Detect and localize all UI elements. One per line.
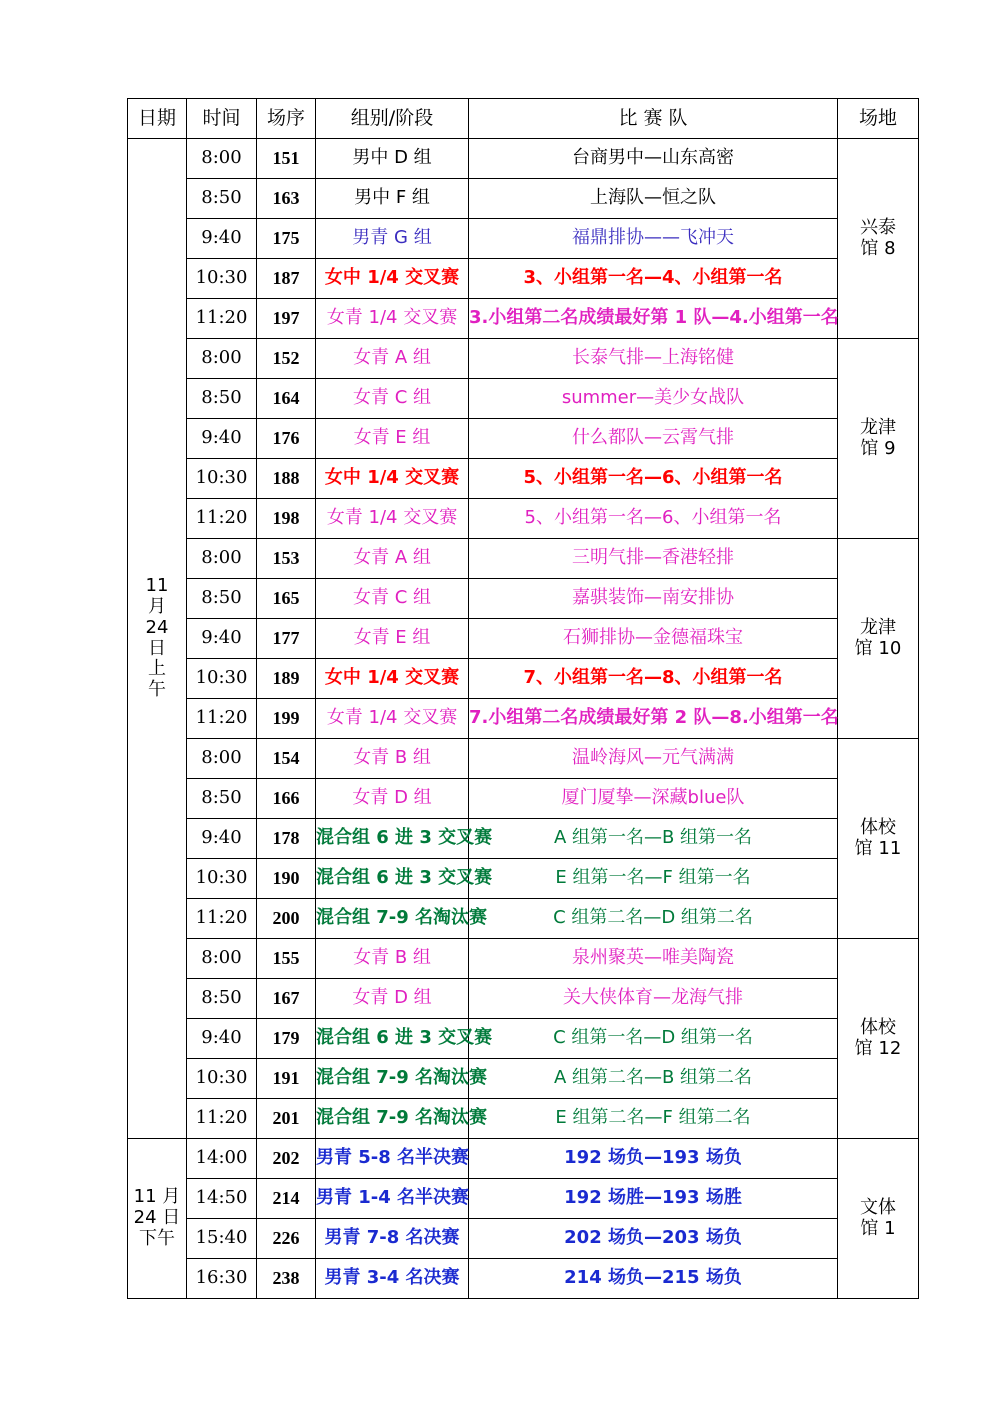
time-cell: 9:40 [187, 819, 257, 859]
venue-line: 龙津 [860, 616, 896, 638]
group-cell: 混合组 6 进 3 交叉赛 [316, 1019, 469, 1059]
venue-cell [838, 739, 919, 939]
teams-cell: 什么都队—云霄气排 [469, 419, 838, 459]
table-row [128, 299, 919, 339]
date-am-line: 午 [148, 678, 166, 700]
time-cell: 8:50 [187, 379, 257, 419]
time-cell: 11:20 [187, 899, 257, 939]
venue-line: 体校 [860, 816, 896, 838]
seq-cell: 188 [257, 459, 316, 499]
date-am-line: 日 [148, 637, 166, 659]
group-cell: 女青 1/4 交叉赛 [316, 299, 469, 339]
group-cell: 男青 1-4 名半决赛 [316, 1179, 469, 1219]
table-row [128, 899, 919, 939]
seq-cell: 164 [257, 379, 316, 419]
table-row [128, 339, 919, 379]
group-cell: 女青 B 组 [316, 939, 469, 979]
teams-cell: 192 场负—193 场负 [469, 1139, 838, 1179]
date-pm-line: 24 日 [133, 1207, 181, 1229]
venue-line: 馆 8 [860, 237, 896, 259]
venue-line: 馆 1 [860, 1217, 896, 1239]
teams-cell: summer—美少女战队 [469, 379, 838, 419]
time-cell: 10:30 [187, 1059, 257, 1099]
time-cell: 9:40 [187, 619, 257, 659]
teams-cell: 5、小组第一名—6、小组第一名 [469, 459, 838, 499]
venue-line: 馆 11 [854, 837, 902, 859]
teams-cell: 泉州聚英—唯美陶瓷 [469, 939, 838, 979]
teams-cell: 福鼎排协——飞冲天 [469, 219, 838, 259]
teams-cell: 214 场负—215 场负 [469, 1259, 838, 1299]
teams-cell: 台商男中—山东高密 [469, 139, 838, 179]
date-cell-am [128, 139, 187, 1139]
time-cell: 10:30 [187, 459, 257, 499]
table-row [128, 1259, 919, 1299]
group-cell: 女青 1/4 交叉赛 [316, 499, 469, 539]
group-cell: 混合组 6 进 3 交叉赛 [316, 859, 469, 899]
header-teams: 比 赛 队 [469, 99, 838, 139]
date-am-line: 11 [145, 575, 169, 597]
group-cell: 男中 F 组 [316, 179, 469, 219]
table-row [128, 499, 919, 539]
teams-cell: 温岭海风—元气满满 [469, 739, 838, 779]
seq-cell: 198 [257, 499, 316, 539]
group-cell: 女青 E 组 [316, 419, 469, 459]
seq-cell: 226 [257, 1219, 316, 1259]
group-cell: 混合组 7-9 名淘汰赛 [316, 1059, 469, 1099]
group-cell: 女青 1/4 交叉赛 [316, 699, 469, 739]
seq-cell: 152 [257, 339, 316, 379]
seq-cell: 189 [257, 659, 316, 699]
venue-line: 兴泰 [860, 216, 896, 238]
table-row [128, 859, 919, 899]
group-cell: 女青 D 组 [316, 779, 469, 819]
teams-cell: A 组第二名—B 组第二名 [469, 1059, 838, 1099]
table-row [128, 1019, 919, 1059]
venue-line: 馆 10 [854, 637, 902, 659]
seq-cell: 191 [257, 1059, 316, 1099]
time-cell: 8:00 [187, 339, 257, 379]
table-row [128, 619, 919, 659]
venue-cell [838, 1139, 919, 1299]
teams-cell: 三明气排—香港轻排 [469, 539, 838, 579]
venue-cell [838, 339, 919, 539]
seq-cell: 202 [257, 1139, 316, 1179]
group-cell: 女青 C 组 [316, 379, 469, 419]
header-venue: 场地 [838, 99, 919, 139]
table-row [128, 179, 919, 219]
date-am-line: 24 [145, 616, 169, 638]
time-cell: 8:00 [187, 939, 257, 979]
group-cell: 女青 C 组 [316, 579, 469, 619]
seq-cell: 201 [257, 1099, 316, 1139]
teams-cell: E 组第一名—F 组第一名 [469, 859, 838, 899]
time-cell: 8:50 [187, 779, 257, 819]
group-cell: 男青 7-8 名决赛 [316, 1219, 469, 1259]
date-pm-line: 下午 [139, 1227, 175, 1249]
group-cell: 女青 A 组 [316, 539, 469, 579]
time-cell: 8:00 [187, 539, 257, 579]
header-date: 日期 [128, 99, 187, 139]
venue-line: 龙津 [860, 416, 896, 438]
time-cell: 8:50 [187, 579, 257, 619]
group-cell: 混合组 7-9 名淘汰赛 [316, 1099, 469, 1139]
time-cell: 10:30 [187, 859, 257, 899]
teams-cell: 5、小组第一名—6、小组第一名 [469, 499, 838, 539]
time-cell: 9:40 [187, 1019, 257, 1059]
table-row [128, 979, 919, 1019]
table-row [128, 819, 919, 859]
teams-cell: C 组第一名—D 组第一名 [469, 1019, 838, 1059]
venue-cell [838, 539, 919, 739]
table-row [128, 539, 919, 579]
venue-line: 馆 9 [860, 437, 896, 459]
table-row [128, 1099, 919, 1139]
time-cell: 10:30 [187, 659, 257, 699]
group-cell: 女青 A 组 [316, 339, 469, 379]
table-row [128, 659, 919, 699]
seq-cell: 190 [257, 859, 316, 899]
teams-cell: C 组第二名—D 组第二名 [469, 899, 838, 939]
teams-cell: 3.小组第二名成绩最好第 1 队—4.小组第一名 [469, 299, 838, 339]
table-row [128, 939, 919, 979]
table-row [128, 259, 919, 299]
teams-cell: 7、小组第一名—8、小组第一名 [469, 659, 838, 699]
time-cell: 8:50 [187, 979, 257, 1019]
table-row [128, 139, 919, 179]
seq-cell: 200 [257, 899, 316, 939]
group-cell: 男中 D 组 [316, 139, 469, 179]
seq-cell: 165 [257, 579, 316, 619]
teams-cell: 3、小组第一名—4、小组第一名 [469, 259, 838, 299]
table-row [128, 1219, 919, 1259]
seq-cell: 155 [257, 939, 316, 979]
header-time: 时间 [187, 99, 257, 139]
time-cell: 8:00 [187, 139, 257, 179]
date-am-line: 上 [148, 658, 166, 680]
time-cell: 14:00 [187, 1139, 257, 1179]
seq-cell: 238 [257, 1259, 316, 1299]
seq-cell: 163 [257, 179, 316, 219]
seq-cell: 178 [257, 819, 316, 859]
venue-cell [838, 939, 919, 1139]
seq-cell: 214 [257, 1179, 316, 1219]
table-row [128, 1179, 919, 1219]
group-cell: 男青 G 组 [316, 219, 469, 259]
group-cell: 女中 1/4 交叉赛 [316, 259, 469, 299]
header-group: 组别/阶段 [316, 99, 469, 139]
teams-cell: 202 场负—203 场负 [469, 1219, 838, 1259]
group-cell: 男青 5-8 名半决赛 [316, 1139, 469, 1179]
table-row [128, 459, 919, 499]
venue-line: 文体 [860, 1196, 896, 1218]
header-seq: 场序 [257, 99, 316, 139]
date-pm-line: 11 月 [133, 1186, 181, 1208]
venue-line: 馆 12 [854, 1037, 902, 1059]
seq-cell: 175 [257, 219, 316, 259]
time-cell: 8:50 [187, 179, 257, 219]
seq-cell: 154 [257, 739, 316, 779]
group-cell: 女中 1/4 交叉赛 [316, 659, 469, 699]
seq-cell: 153 [257, 539, 316, 579]
table-row [128, 1139, 919, 1179]
teams-cell: E 组第二名—F 组第二名 [469, 1099, 838, 1139]
date-am-line: 月 [148, 596, 166, 618]
teams-cell: 厦门厦挚—深藏blue队 [469, 779, 838, 819]
group-cell: 女青 E 组 [316, 619, 469, 659]
date-cell-pm [128, 1139, 187, 1299]
time-cell: 9:40 [187, 219, 257, 259]
group-cell: 女青 B 组 [316, 739, 469, 779]
time-cell: 15:40 [187, 1219, 257, 1259]
seq-cell: 177 [257, 619, 316, 659]
seq-cell: 176 [257, 419, 316, 459]
teams-cell: 石狮排协—金德福珠宝 [469, 619, 838, 659]
teams-cell: 上海队—恒之队 [469, 179, 838, 219]
table-row [128, 379, 919, 419]
time-cell: 11:20 [187, 299, 257, 339]
time-cell: 14:50 [187, 1179, 257, 1219]
seq-cell: 187 [257, 259, 316, 299]
table-row [128, 699, 919, 739]
group-cell: 混合组 6 进 3 交叉赛 [316, 819, 469, 859]
seq-cell: 151 [257, 139, 316, 179]
group-cell: 混合组 7-9 名淘汰赛 [316, 899, 469, 939]
table-row [128, 779, 919, 819]
time-cell: 9:40 [187, 419, 257, 459]
group-cell: 男青 3-4 名决赛 [316, 1259, 469, 1299]
teams-cell: A 组第一名—B 组第一名 [469, 819, 838, 859]
header-row [128, 99, 919, 139]
table-row [128, 219, 919, 259]
teams-cell: 嘉骐装饰—南安排协 [469, 579, 838, 619]
seq-cell: 179 [257, 1019, 316, 1059]
venue-line: 体校 [860, 1016, 896, 1038]
table-row [128, 1059, 919, 1099]
time-cell: 16:30 [187, 1259, 257, 1299]
table-row [128, 739, 919, 779]
seq-cell: 167 [257, 979, 316, 1019]
seq-cell: 166 [257, 779, 316, 819]
group-cell: 女青 D 组 [316, 979, 469, 1019]
seq-cell: 199 [257, 699, 316, 739]
teams-cell: 长泰气排—上海铭健 [469, 339, 838, 379]
time-cell: 11:20 [187, 699, 257, 739]
time-cell: 11:20 [187, 499, 257, 539]
time-cell: 10:30 [187, 259, 257, 299]
seq-cell: 197 [257, 299, 316, 339]
time-cell: 11:20 [187, 1099, 257, 1139]
teams-cell: 关大侠体育—龙海气排 [469, 979, 838, 1019]
time-cell: 8:00 [187, 739, 257, 779]
venue-cell [838, 139, 919, 339]
table-row [128, 419, 919, 459]
schedule-table [127, 98, 919, 1299]
teams-cell: 7.小组第二名成绩最好第 2 队—8.小组第一名 [469, 699, 838, 739]
table-row [128, 579, 919, 619]
group-cell: 女中 1/4 交叉赛 [316, 459, 469, 499]
teams-cell: 192 场胜—193 场胜 [469, 1179, 838, 1219]
